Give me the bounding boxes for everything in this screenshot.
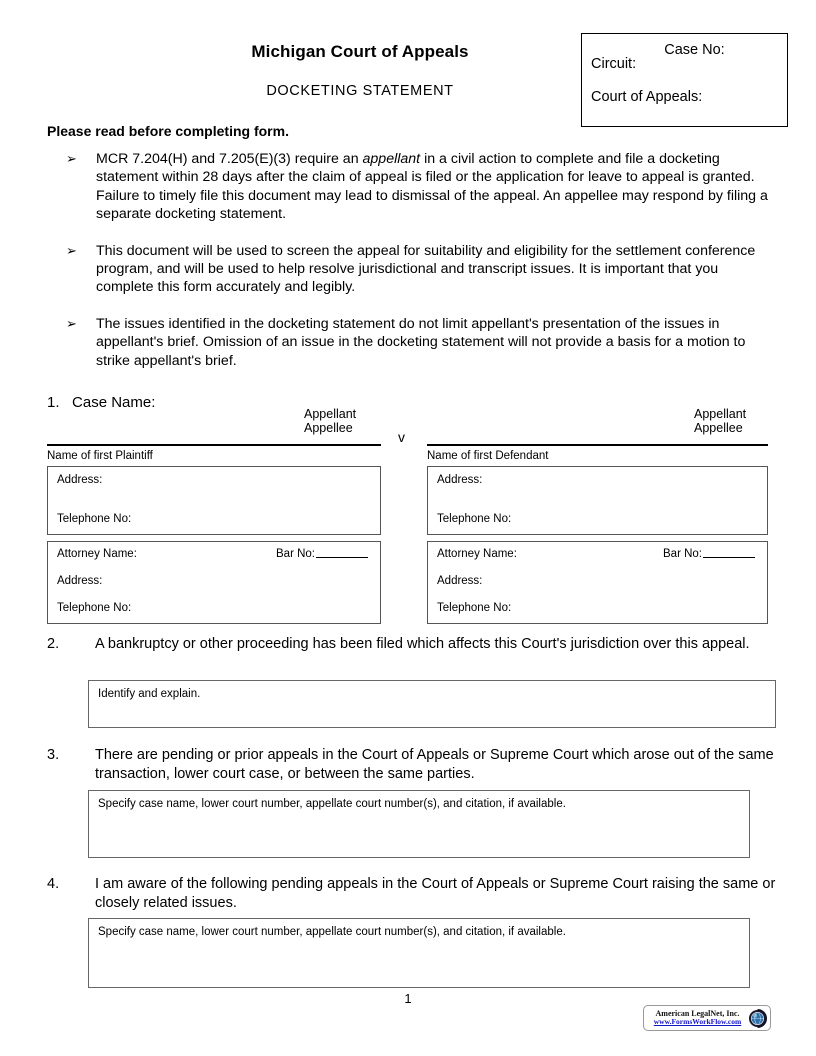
arrow-bullet-icon: ➢ [66, 315, 77, 331]
question-4-number: 4. [47, 876, 60, 892]
question-item-3 [47, 746, 777, 783]
defendant-bar-no-field[interactable] [663, 548, 755, 560]
case-number-box[interactable] [581, 33, 788, 127]
plaintiff-address-label: Address: [57, 474, 103, 486]
plaintiff-attorney-box[interactable] [47, 541, 381, 624]
defendant-bar-no-blank[interactable] [703, 557, 755, 558]
page-number: 1 [404, 991, 412, 1006]
legalnet-url-link[interactable]: www.FormsWorkFlow.com [653, 1017, 742, 1027]
plaintiff-appellant-label: Appellant [304, 407, 357, 421]
answer-box-3[interactable] [88, 790, 750, 858]
defendant-appellant-label: Appellant [694, 407, 747, 421]
plaintiff-address-box[interactable] [47, 466, 381, 535]
legalnet-text-block [647, 1010, 748, 1026]
question-3-text: There are pending or prior appeals in the Court of Appeals or Supreme Court which arose out of the same transaction, lower court case, or between the same parties. [95, 747, 774, 782]
question-3-number: 3. [47, 747, 60, 763]
instruction-bullet-text: This document will be used to screen the appeal for suitability and eligibility for the settlement conference program, and will be used to help resolve jurisdictional and transcript issues. It is important that you complete this form accurately and legibly. [96, 242, 756, 296]
question-item-2 [47, 635, 777, 654]
page-title: Michigan Court of Appeals [251, 42, 469, 61]
case-name-number: 1. [47, 394, 60, 411]
answer-box-2[interactable] [88, 680, 776, 728]
plaintiff-bar-no-field[interactable] [276, 548, 368, 560]
instruction-bullet [66, 315, 778, 370]
answer-box-4-hint: Specify case name, lower court number, appellate court number(s), and citation, if available. [98, 926, 566, 938]
title-block [160, 42, 560, 100]
arrow-bullet-icon: ➢ [66, 242, 77, 258]
defendant-address-box[interactable] [427, 466, 768, 535]
defendant-name-line[interactable] [427, 444, 768, 446]
circuit-label: Circuit: [591, 56, 637, 72]
plaintiff-bar-no-blank[interactable] [316, 557, 368, 558]
instruction-bullet-text: The issues identified in the docketing statement do not limit appellant's presentation of the issues in appellant's brief. Omission of an issue in the docketing statement will not provide a basis for a motion to strike appellant's brief. [96, 315, 746, 369]
case-no-label: Case No: [664, 42, 725, 58]
defendant-attorney-box[interactable] [427, 541, 768, 624]
plaintiff-name-line[interactable] [47, 444, 381, 446]
plaintiff-bar-no-label: Bar No: [276, 548, 315, 560]
defendant-role-labels [694, 408, 746, 435]
defendant-attorney-name-label: Attorney Name: [437, 548, 517, 560]
answer-box-3-hint: Specify case name, lower court number, appellate court number(s), and citation, if available. [98, 798, 566, 810]
defendant-appellee-label: Appellee [694, 420, 743, 435]
answer-box-2-hint: Identify and explain. [98, 688, 201, 700]
american-legalnet-stamp[interactable] [643, 1005, 771, 1031]
document-subtitle: DOCKETING STATEMENT [266, 83, 454, 99]
globe-icon [748, 1009, 767, 1028]
case-name-label: Case Name: [72, 394, 156, 411]
plaintiff-role-labels [304, 408, 356, 435]
plaintiff-attorney-telephone-label: Telephone No: [57, 602, 132, 614]
instruction-bullet-text: MCR 7.204(H) and 7.205(E)(3) require an appellant in a civil action to complete and file a docketing statement within 28 days after the claim of appeal is filed or the application for leave to appeal is granted. Failure to timely file this document may lead to dismissal of the appeal. An appellee may respond by filing a separate docketing statement. [96, 151, 768, 223]
legalnet-company-name: American LegalNet, Inc. [655, 1008, 740, 1018]
versus-label: v [398, 429, 405, 445]
plaintiff-telephone-label: Telephone No: [57, 513, 132, 525]
answer-box-4[interactable] [88, 918, 750, 988]
question-2-number: 2. [47, 636, 60, 652]
read-before-completing-notice: Please read before completing form. [47, 123, 289, 139]
question-4-text: I am aware of the following pending appeals in the Court of Appeals or Supreme Court raising the same or closely related issues. [95, 876, 776, 911]
defendant-name-caption: Name of first Defendant [427, 450, 549, 462]
defendant-attorney-telephone-label: Telephone No: [437, 602, 512, 614]
defendant-bar-no-label: Bar No: [663, 548, 702, 560]
plaintiff-appellee-label: Appellee [304, 420, 353, 435]
question-item-4 [47, 875, 777, 912]
instruction-bullet [66, 150, 778, 224]
case-name-heading [47, 394, 155, 411]
question-2-text: A bankruptcy or other proceeding has been filed which affects this Court's jurisdiction over this appeal. [95, 636, 750, 652]
defendant-telephone-label: Telephone No: [437, 513, 512, 525]
plaintiff-attorney-name-label: Attorney Name: [57, 548, 137, 560]
defendant-attorney-address-label: Address: [437, 575, 483, 587]
plaintiff-attorney-address-label: Address: [57, 575, 103, 587]
instruction-bullet-list [66, 150, 778, 388]
court-of-appeals-label: Court of Appeals: [591, 89, 703, 105]
arrow-bullet-icon: ➢ [66, 151, 77, 166]
instruction-bullet [66, 242, 778, 297]
plaintiff-name-caption: Name of first Plaintiff [47, 450, 153, 462]
defendant-address-label: Address: [437, 474, 483, 486]
